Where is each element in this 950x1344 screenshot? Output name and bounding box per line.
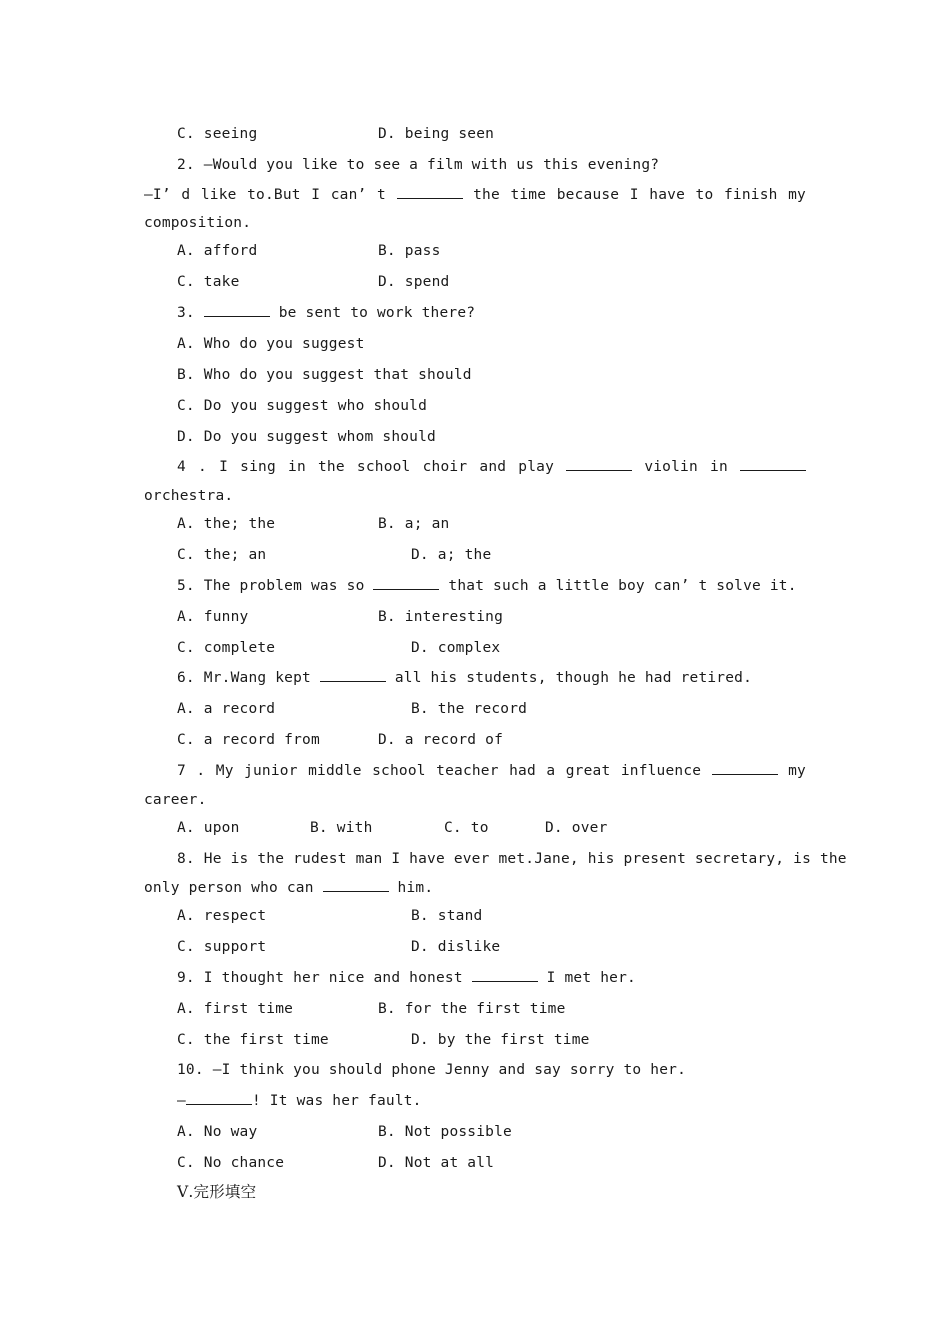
q5-stem [177, 577, 797, 595]
q4-option-b: B. a; an [378, 516, 450, 532]
q8-option-d: D. dislike [411, 939, 501, 955]
q4-stem [177, 458, 806, 476]
q10-response-b: ! It was her fault. [251, 1093, 422, 1109]
q2-response [144, 186, 806, 204]
q10-option-c: C. No chance [177, 1155, 285, 1171]
q10-response-a: — [177, 1093, 186, 1109]
q1-option-d: D. being seen [378, 126, 495, 142]
q9-stem [177, 969, 636, 987]
answer-blank [397, 186, 463, 199]
q3-number: 3. [177, 305, 195, 321]
q8-option-b: B. stand [411, 908, 483, 924]
answer-blank [186, 1092, 252, 1105]
q8-stem: 8. He is the rudest man I have ever met.Jane, his present secretary, is the [177, 851, 847, 867]
q9-option-c: C. the first time [177, 1032, 329, 1048]
answer-blank [323, 879, 389, 892]
q6-option-a: A. a record [177, 701, 276, 717]
q1-option-c: C. seeing [177, 126, 258, 142]
section-heading: Ⅴ.完形填空 [177, 1183, 257, 1201]
q10-option-b: B. Not possible [378, 1124, 512, 1140]
q2-response-b: the time because I have to finish my [473, 187, 806, 203]
q3-stem [177, 304, 475, 322]
q7-option-a: A. upon [177, 820, 240, 836]
q6-option-c: C. a record from [177, 732, 320, 748]
q2-response-cont: composition. [144, 215, 252, 231]
answer-blank [472, 969, 538, 982]
answer-blank [320, 669, 386, 682]
q4-stem-cont: orchestra. [144, 488, 234, 504]
q9-option-d: D. by the first time [411, 1032, 590, 1048]
q7-option-c: C. to [444, 820, 489, 836]
q7-option-b: B. with [310, 820, 373, 836]
q3-option-a: A. Who do you suggest [177, 336, 365, 352]
q2-option-a: A. afford [177, 243, 258, 259]
q8-stem-cont [144, 879, 433, 897]
q8-stem-a: only person who can [144, 880, 314, 896]
q6-stem-a: 6. Mr.Wang kept [177, 670, 311, 686]
q5-option-d: D. complex [411, 640, 501, 656]
q3-option-c: C. Do you suggest who should [177, 398, 428, 414]
q2-stem: 2. —Would you like to see a film with us this evening? [177, 157, 660, 173]
q4-option-c: C. the; an [177, 547, 267, 563]
q10-option-a: A. No way [177, 1124, 258, 1140]
q6-stem-b: all his students, though he had retired. [394, 670, 753, 686]
q7-option-d: D. over [545, 820, 608, 836]
q5-stem-a: 5. The problem was so [177, 578, 365, 594]
answer-blank [566, 458, 632, 471]
q10-stem: 10. —I think you should phone Jenny and say sorry to her. [177, 1062, 686, 1078]
q9-option-a: A. first time [177, 1001, 294, 1017]
q3-option-d: D. Do you suggest whom should [177, 429, 436, 445]
q5-option-b: B. interesting [378, 609, 504, 625]
answer-blank [204, 304, 270, 317]
q4-option-a: A. the; the [177, 516, 276, 532]
answer-blank [373, 577, 439, 590]
q6-option-d: D. a record of [378, 732, 504, 748]
q9-stem-b: I met her. [546, 970, 636, 986]
answer-blank [712, 762, 778, 775]
q7-stem-b: my [788, 763, 806, 779]
q2-option-c: C. take [177, 274, 240, 290]
q4-option-d: D. a; the [411, 547, 492, 563]
q5-option-a: A. funny [177, 609, 249, 625]
q6-option-b: B. the record [411, 701, 528, 717]
q5-option-c: C. complete [177, 640, 276, 656]
q7-stem-a: 7 . My junior middle school teacher had a great influence [177, 763, 702, 779]
q10-option-d: D. Not at all [378, 1155, 495, 1171]
q4-stem-a: 4 . I sing in the school choir and play [177, 459, 555, 475]
q8-stem-b: him. [397, 880, 434, 896]
q4-stem-b: violin in [644, 459, 728, 475]
q8-option-c: C. support [177, 939, 267, 955]
q8-option-a: A. respect [177, 908, 267, 924]
q9-option-b: B. for the first time [378, 1001, 566, 1017]
q10-response [177, 1092, 422, 1110]
q7-stem-cont: career. [144, 792, 207, 808]
q6-stem [177, 669, 752, 687]
q2-option-b: B. pass [378, 243, 441, 259]
q3-stem-text: be sent to work there? [278, 305, 476, 321]
q5-stem-b: that such a little boy can’ t solve it. [448, 578, 797, 594]
answer-blank [740, 458, 806, 471]
q7-stem [177, 762, 806, 780]
q3-option-b: B. Who do you suggest that should [177, 367, 472, 383]
q9-stem-a: 9. I thought her nice and honest [177, 970, 463, 986]
q2-response-a: —I’ d like to.But I can’ t [144, 187, 386, 203]
q2-option-d: D. spend [378, 274, 450, 290]
